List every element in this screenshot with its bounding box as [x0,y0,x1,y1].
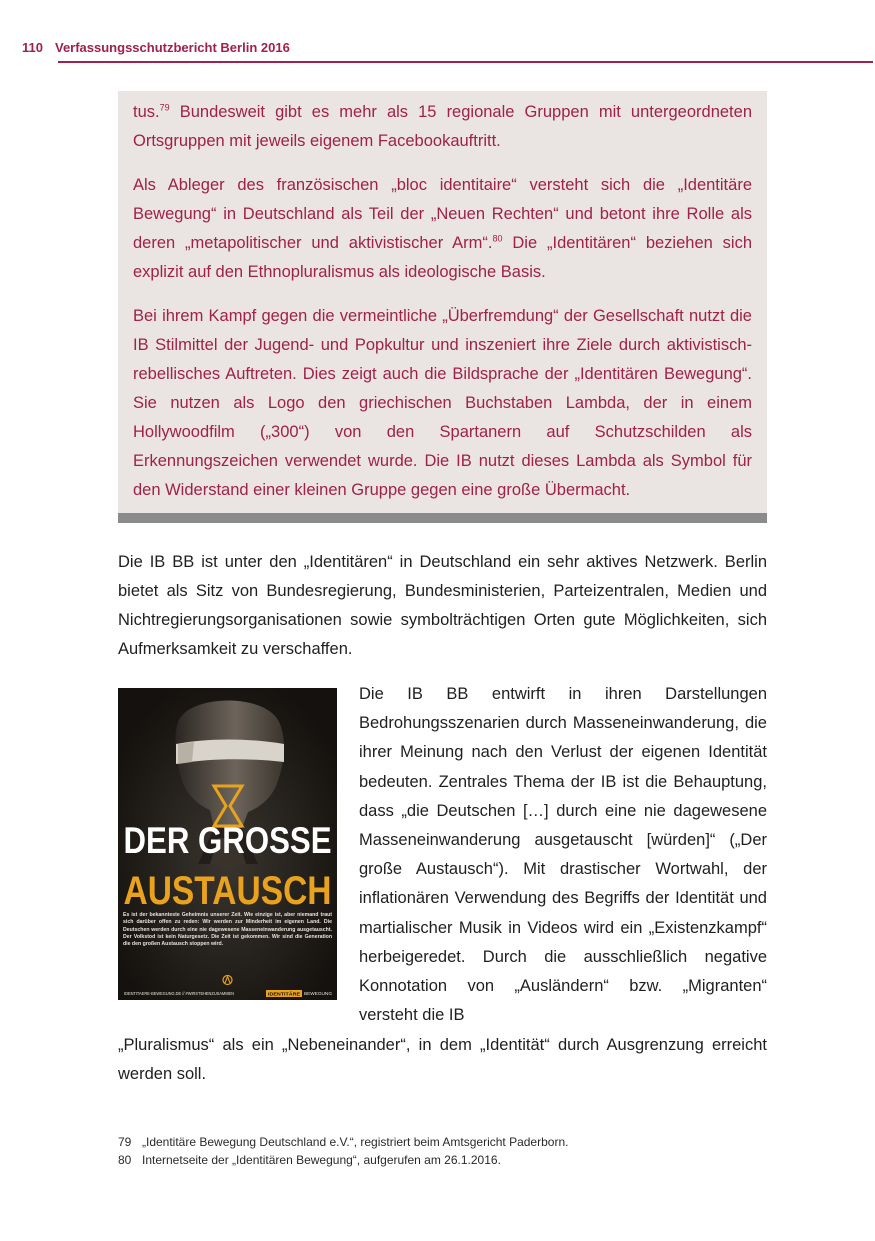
poster-footer-highlight: IDENTITÄRE [268,991,296,997]
footnote-text: Internetseite der „Identitären Bewegung“, aufgerufen am 26.1.2016. [142,1153,501,1167]
footnote-number: 80 [118,1153,132,1167]
footnote-text: „Identitäre Bewegung Deutschland e.V.“, registriert beim Amtsgericht Paderborn. [142,1135,569,1149]
running-header [22,40,873,55]
page-number: 110 [22,40,43,55]
footnote-ref[interactable]: 80 [492,233,503,244]
info-box-bottom-bar [118,513,767,523]
body-paragraph-beside-image: Die IB BB entwirft in ihren Darstellungen Bedrohungsszenarien durch Masseneinwanderung, die ihrer Meinung nach den Verlust der eigenen Identität bedeuten. Zentrales Thema der IB ist die Behauptung, dass „die Deutschen […] durch eine nie dagewesene Masseneinwanderung ausgetauscht [würden]“ („Der große Austausch“). Mit drastischer Wortwahl, der inflationären Verwendung des Begriffs der Identität und martialischer Musik in Videos wird ein „Existenzkampf“ herbeigeredet. Durch die ausschließlich negative Konnotation von „Ausländern“ bzw. „Migranten“ versteht die IB [359,685,767,1025]
poster-title-line2: AUSTAUSCH [123,869,332,913]
poster-image [118,688,337,1000]
poster-footer-right: BEWEGUNG [304,991,333,996]
footnote-number: 79 [118,1135,132,1149]
poster-footer-left: IDENTITAERE-BEWEGUNG.DE // #WIRSTEHENZUSAMMEN [124,991,234,996]
footnote [118,1151,818,1169]
info-box-paragraph: tus.$^{79}$ Bundesweit gibt es mehr als 15 regionale Gruppen mit untergeordneten Ortsgruppen mit jeweils eigenem Facebookauftritt. [133,102,752,150]
footnote-ref[interactable]: 79 [159,102,170,113]
running-title: Verfassungsschutzbericht Berlin 2016 [54,40,290,55]
info-box-paragraph: Als Ableger des französischen „bloc identitaire“ versteht sich die „Identitäre Bewegung“ in Deutschland als Teil der „Neuen Rechten“ und betont ihre Rolle als deren „metapolitischer und aktivistischer Arm“.$^{80}$ Die „Identitären“ beziehen sich explizit auf den Ethnopluralismus als ideologische Basis. [133,176,752,281]
info-box [118,91,767,523]
header-rule [58,61,873,63]
info-box-paragraph: Bei ihrem Kampf gegen die vermeintliche „Überfremdung“ der Gesellschaft nutzt die IB Stilmittel der Jugend- und Popkultur und inszeniert ihre Ziele durch aktivistisch-rebellisches Auftreten. Dies zeigt auch die Bildsprache der „Identitären Bewegung“. Sie nutzen als Logo den griechischen Buchstaben Lambda, der in einem Hollywoodfilm („300“) von den Spartanern auf Schutzschilden als Erkennungszeichen verwendet wurde. Die IB nutzt dieses Lambda als Symbol für den Widerstand einer kleinen Gruppe gegen eine große Übermacht. [133,307,752,499]
footnotes [118,1133,818,1169]
footnote [118,1133,818,1151]
body-paragraph-continuation: „Pluralismus“ als ein „Nebeneinander“, in dem „Identität“ durch Ausgrenzung erreicht werden soll. [118,1036,767,1083]
poster-body-text: Es ist der bekannteste Geheimnis unserer Zeit. Wie einzige ist, aber niemand traut sich darüber offen zu reden: Wir werden zur Minderheit im eigenen Land. Die Deutschen werden durch eine nie dagewesene Masseneinwanderung ausgetauscht. Der Volkstod ist kein Naturgesetz. Die Zeit ist gekommen. Wir sind die Generation die den großen Austausch stoppen wird. [123,912,332,948]
body-paragraph: Die IB BB ist unter den „Identitären“ in Deutschland ein sehr aktives Netzwerk. Berlin bietet als Sitz von Bundesregierung, Bundesministerien, Parteizentralen, Medien und Nichtregierungsorganisationen sowie symbolträchtigen Orten gute Möglichkeiten, sich Aufmerksamkeit zu verschaffen. [118,553,767,658]
poster-title-line1: DER GROSSE [123,820,332,861]
